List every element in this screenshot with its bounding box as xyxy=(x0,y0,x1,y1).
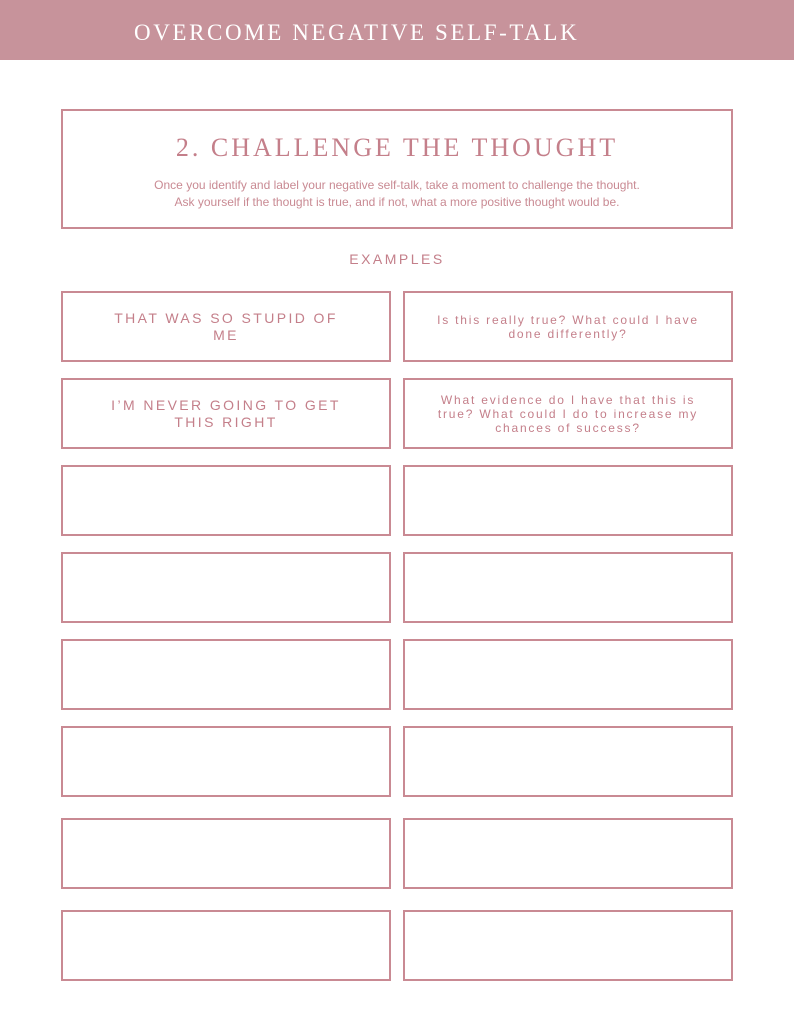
section-header-box xyxy=(61,109,733,229)
challenge-cell[interactable] xyxy=(403,910,733,981)
description-line-1: Once you identify and label your negative self-talk, take a moment to challenge the thought. xyxy=(154,178,640,192)
challenge-cell[interactable] xyxy=(403,378,733,449)
thought-cell[interactable] xyxy=(61,465,391,536)
challenge-cell[interactable] xyxy=(403,818,733,889)
thought-cell[interactable] xyxy=(61,726,391,797)
challenge-cell[interactable] xyxy=(403,639,733,710)
thought-cell[interactable] xyxy=(61,378,391,449)
challenge-cell[interactable] xyxy=(403,465,733,536)
header-banner xyxy=(0,0,794,60)
challenge-cell[interactable] xyxy=(403,291,733,362)
challenge-text: What evidence do I have that this is true? What could I do to increase my chances of success? xyxy=(437,392,699,435)
section-title: 2. CHALLENGE THE THOUGHT xyxy=(175,133,619,162)
description-line-2: Ask yourself if the thought is true, and if not, what a more positive thought would be. xyxy=(174,195,620,209)
section-description xyxy=(83,177,711,211)
examples-label: EXAMPLES xyxy=(349,251,445,267)
thought-cell[interactable] xyxy=(61,910,391,981)
thought-cell[interactable] xyxy=(61,639,391,710)
banner-title: OVERCOME NEGATIVE SELF-TALK xyxy=(134,20,580,45)
thought-cell[interactable] xyxy=(61,818,391,889)
thought-cell[interactable] xyxy=(61,552,391,623)
thought-cell[interactable] xyxy=(61,291,391,362)
challenge-text: Is this really true? What could I have done differently? xyxy=(437,312,699,341)
thought-text: I’M NEVER GOING TO GET THIS RIGHT xyxy=(111,396,341,430)
challenge-cell[interactable] xyxy=(403,552,733,623)
challenge-cell[interactable] xyxy=(403,726,733,797)
thought-text: THAT WAS SO STUPID OF ME xyxy=(114,309,338,343)
